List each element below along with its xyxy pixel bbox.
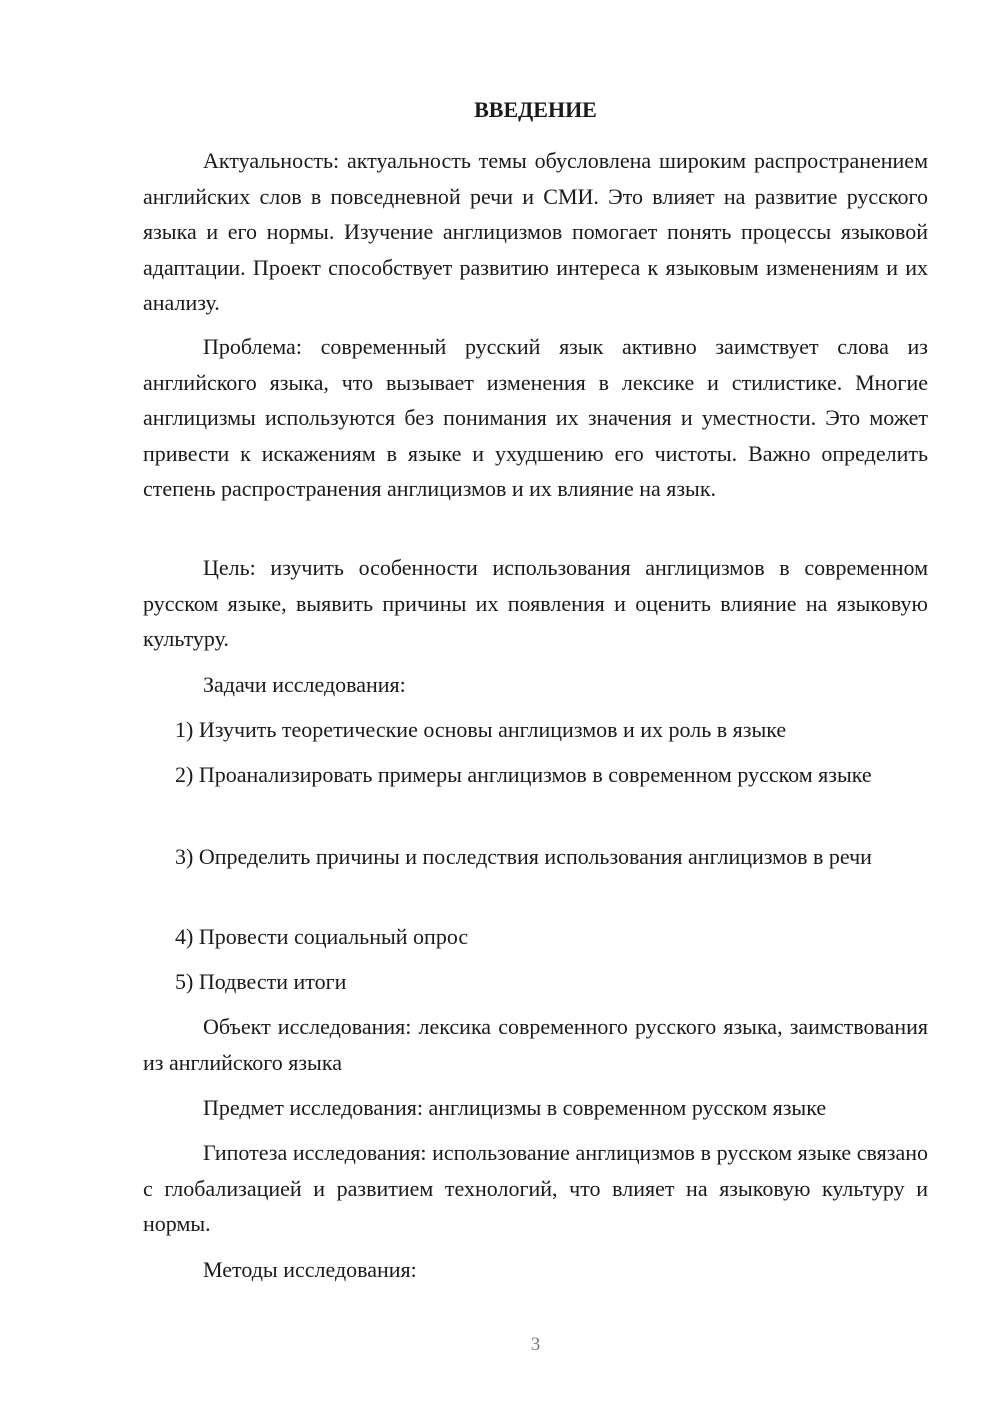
page-title: ВВЕДЕНИЕ <box>474 97 597 122</box>
task-item-3: 3) Определить причины и последствия использования англицизмов в речи <box>175 844 872 869</box>
tasks-heading: Задачи исследования: <box>203 672 406 697</box>
problem-paragraph: Проблема: современный русский язык активно заимствует слова из английского языка, что вызывает изменения в лексике и стилистике. Многие англицизмы используются без понимания их значения и уместности. Это может привести к искажениям в языке и ухудшению его чистоты. Важно определить степень распространения англицизмов и их влияние на язык. <box>143 334 928 501</box>
methods-heading: Методы исследования: <box>203 1257 417 1282</box>
task-item-2: 2) Проанализировать примеры англицизмов в современном русском языке <box>175 762 872 787</box>
page-number: 3 <box>530 1334 541 1355</box>
document-page <box>143 0 928 1414</box>
object-paragraph: Объект исследования: лексика современного русского языка, заимствования из английского языка <box>143 1014 928 1075</box>
goal-paragraph: Цель: изучить особенности использования англицизмов в современном русском языке, выявить причины их появления и оценить влияние на языковую культуру. <box>143 555 928 651</box>
relevance-paragraph: Актуальность: актуальность темы обусловлена широким распространением английских слов в повседневной речи и СМИ. Это влияет на развитие русского языка и его нормы. Изучение англицизмов помогает понять процессы языковой адаптации. Проект способствует развитию интереса к языковым изменениям и их анализу. <box>143 148 928 315</box>
subject-paragraph: Предмет исследования: англицизмы в современном русском языке <box>203 1095 827 1120</box>
task-item-4: 4) Провести социальный опрос <box>175 924 469 949</box>
task-item-5: 5) Подвести итоги <box>175 969 347 994</box>
task-item-1: 1) Изучить теоретические основы англицизмов и их роль в языке <box>175 717 787 742</box>
hypothesis-paragraph: Гипотеза исследования: использование англицизмов в русском языке связано с глобализацией и развитием технологий, что влияет на языковую культуру и нормы. <box>143 1140 928 1236</box>
